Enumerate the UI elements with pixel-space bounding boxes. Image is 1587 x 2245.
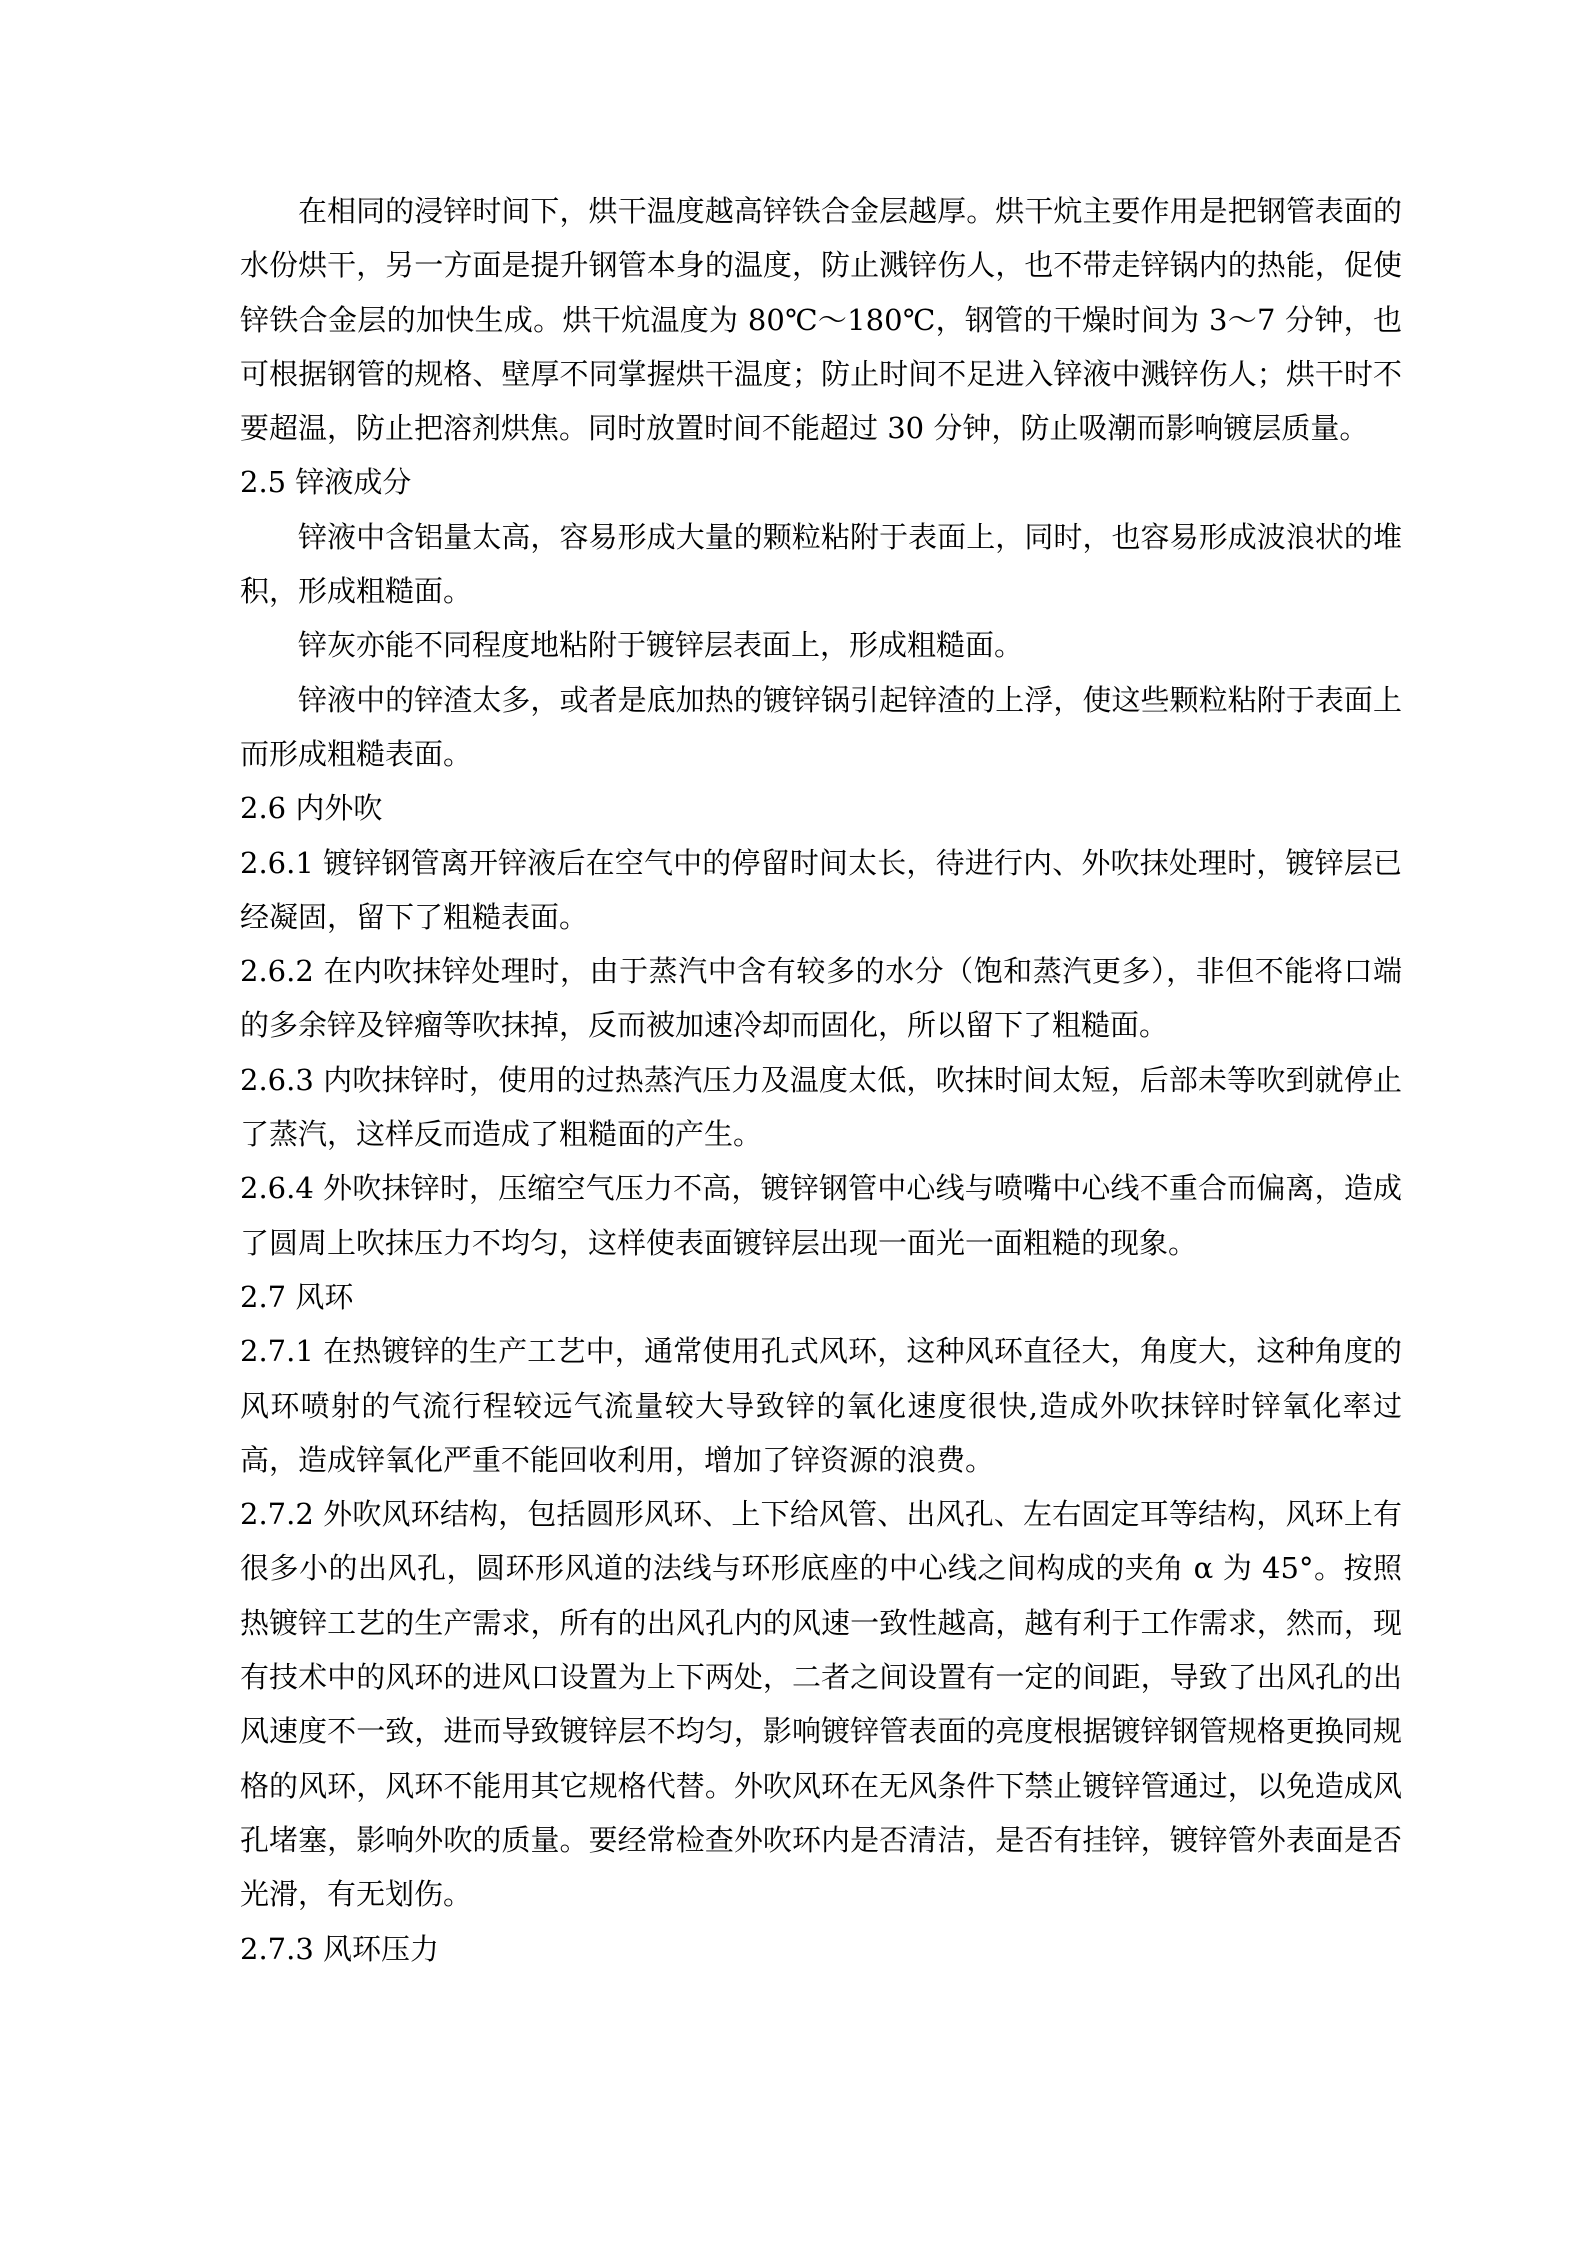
- heading-2-7-3-pressure: 2.7.3 风环压力: [240, 1931, 440, 1966]
- document-body: [240, 184, 1402, 1976]
- paragraph-2-7-1: 2.7.1 在热镀锌的生产工艺中，通常使用孔式风环，这种风环直径大，角度大，这种角度的风环喷射的气流行程较远气流量较大导致锌的氧化速度很快,造成外吹抹锌时锌氧化率过高，造成锌氧化严重不能回收利用，增加了锌资源的浪费。: [240, 1334, 1402, 1477]
- paragraph-2-6-4: 2.6.4 外吹抹锌时，压缩空气压力不高，镀锌钢管中心线与喷嘴中心线不重合而偏离，造成了圆周上吹抹压力不均匀，这样使表面镀锌层出现一面光一面粗糙的现象。: [240, 1171, 1402, 1260]
- heading-2-5-zinc-bath: 2.5 锌液成分: [240, 465, 412, 500]
- paragraph-2-6-3: 2.6.3 内吹抹锌时，使用的过热蒸汽压力及温度太低，吹抹时间太短，后部未等吹到就停止了蒸汽，这样反而造成了粗糙面的产生。: [240, 1062, 1402, 1152]
- paragraph-2-7-2: 2.7.2 外吹风环结构，包括圆形风环、上下给风管、出风孔、左右固定耳等结构，风环上有很多小的出风孔，圆环形风道的法线与环形底座的中心线之间构成的夹角 α 为 45°。按照热镀锌工艺的生产需求，所有的出风孔内的风速一致性越高，越有利于工作需求，然而，现有技术中的风环的进风口设置为上下两处，二者之间设置有一定的间距，导致了出风孔的出风速度不一致，进而导致镀锌层不均匀，影响镀锌管表面的亮度根据镀锌钢管规格更换同规格的风环，风环不能用其它规格代替。外吹风环在无风条件下禁止镀锌管通过，以免造成风孔堵塞，影响外吹的质量。要经常检查外吹环内是否清洁，是否有挂锌，镀锌管外表面是否光滑，有无划伤。: [240, 1497, 1402, 1912]
- paragraph-zinc-dross: 锌液中的锌渣太多，或者是底加热的镀锌锅引起锌渣的上浮，使这些颗粒粘附于表面上而形成粗糙表面。: [240, 682, 1402, 771]
- paragraph-drying-kiln: 在相同的浸锌时间下，烘干温度越高锌铁合金层越厚。烘干炕主要作用是把钢管表面的水份烘干，另一方面是提升钢管本身的温度，防止溅锌伤人，也不带走锌锅内的热能，促使锌铁合金层的加快生成。烘干炕温度为 80℃～180℃，钢管的干燥时间为 3～7 分钟，也可根据钢管的规格、壁厚不同掌握烘干温度；防止时间不足进入锌液中溅锌伤人；烘干时不要超温，防止把溶剂烘焦。同时放置时间不能超过 30 分钟，防止吸潮而影响镀层质量。: [240, 194, 1402, 446]
- paragraph-aluminum-content: 锌液中含铝量太高，容易形成大量的颗粒粘附于表面上，同时，也容易形成波浪状的堆积，形成粗糙面。: [240, 519, 1402, 609]
- paragraph-zinc-ash: 锌灰亦能不同程度地粘附于镀锌层表面上，形成粗糙面。: [298, 628, 1024, 663]
- paragraph-2-6-1: 2.6.1 镀锌钢管离开锌液后在空气中的停留时间太长，待进行内、外吹抹处理时，镀锌层已经凝固，留下了粗糙表面。: [240, 845, 1402, 934]
- heading-2-7-air-ring: 2.7 风环: [240, 1279, 354, 1314]
- paragraph-2-6-2: 2.6.2 在内吹抹锌处理时，由于蒸汽中含有较多的水分（饱和蒸汽更多），非但不能将口端的多余锌及锌瘤等吹抹掉，反而被加速冷却而固化，所以留下了粗糙面。: [240, 954, 1402, 1043]
- heading-2-6-blowing: 2.6 内外吹: [240, 791, 383, 826]
